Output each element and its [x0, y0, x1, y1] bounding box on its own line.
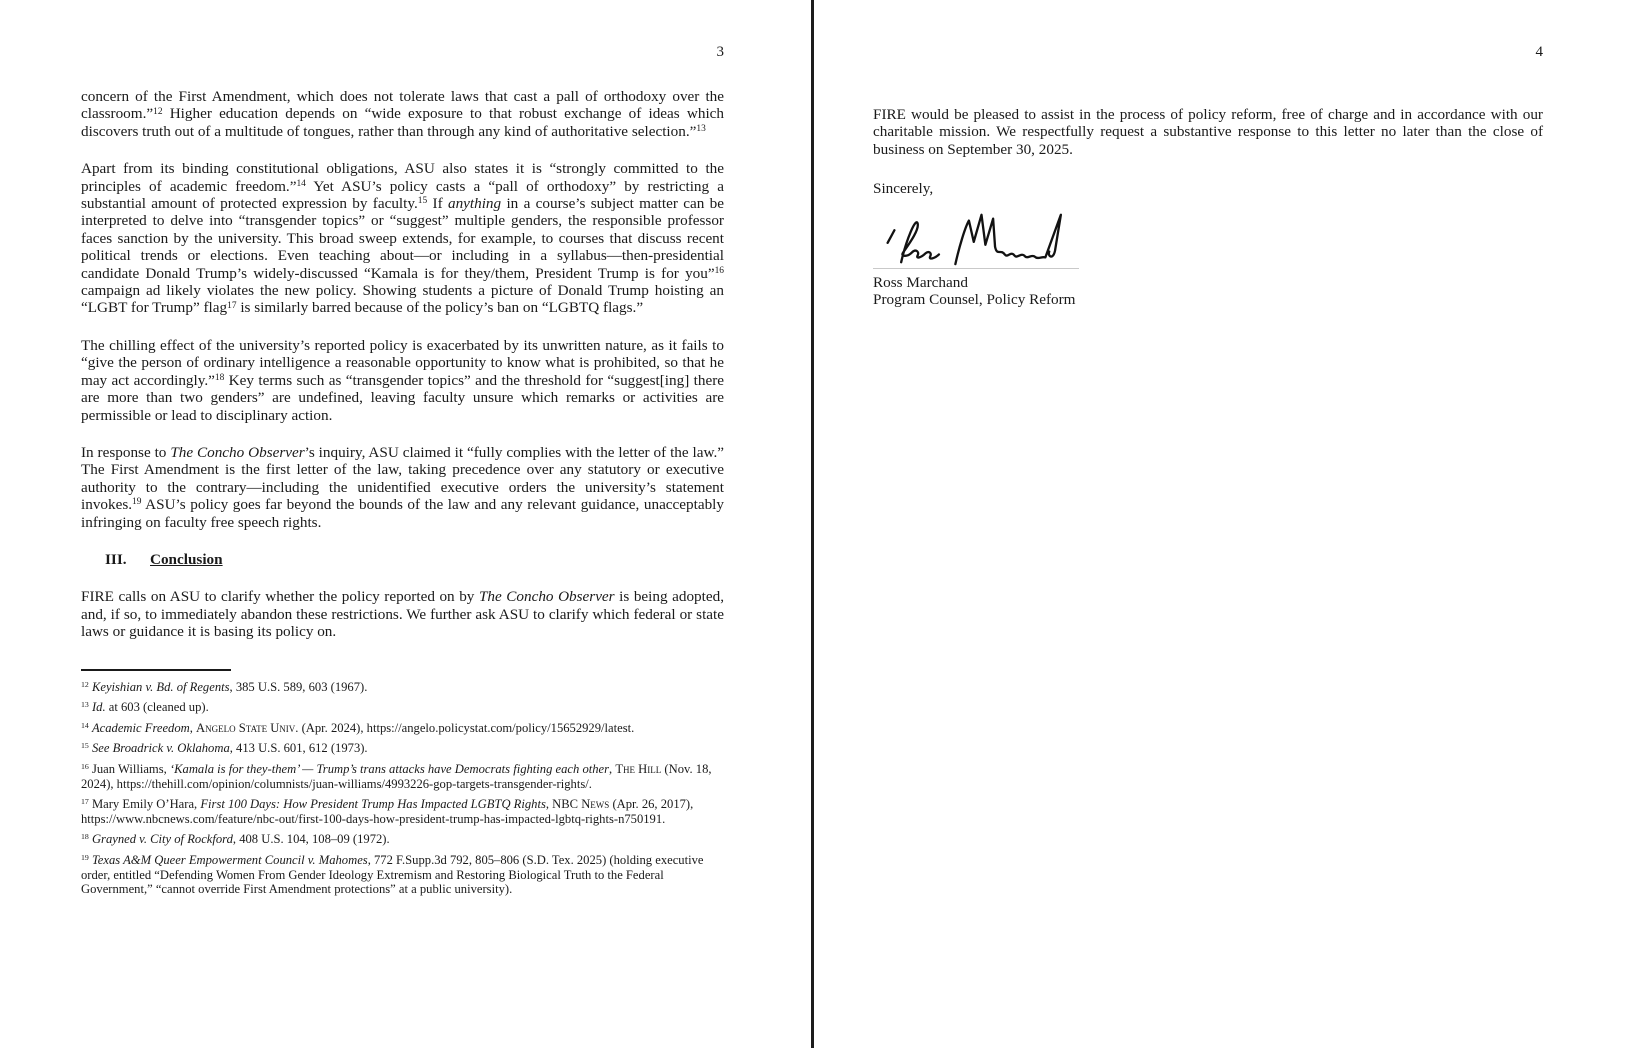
- page-4: [873, 0, 1543, 308]
- footnote: $^{13}$ Id. at 603 (cleaned up).: [81, 700, 209, 715]
- page-divider: [811, 0, 814, 1048]
- signature-title: Program Counsel, Policy Reform: [873, 291, 1076, 309]
- body-paragraph: Apart from its binding constitutional obligations, ASU also states it is “strongly committed to the principles of academic freedom.”$^{14}$ Yet ASU’s policy casts a “pall of orthodoxy” by restricting a substantial amount of protected expression by faculty.$^{15}$ If anything in a course’s subject matter can be interpreted to delve into “transgender topics” or “suggest” multiple genders, the responsible professor faces sanction by the university. This broad sweep extends, for example, to courses that discuss recent political trends or elections. Even teaching about—or including in a syllabus—then-presidential candidate Donald Trump’s widely-discussed “Kamala is for they/them, President Trump is for you”$^{16}$ campaign ad likely violates the new policy. Showing students a picture of Donald Trump hoisting an “LGBT for Trump” flag$^{17}$ is similarly barred because of the policy’s ban on “LGBTQ flags.”: [81, 160, 724, 317]
- heading-number: III.: [105, 550, 127, 568]
- body-paragraph: FIRE calls on ASU to clarify whether the policy reported on by The Concho Observer is being adopted, and, if so, to immediately abandon these restrictions. We further ask ASU to clarify which federal or state laws or guidance it is basing its policy on.: [81, 588, 724, 641]
- footnote: $^{14}$ Academic Freedom, Angelo State Univ. (Apr. 2024), https://angelo.policystat.com/policy/15652929/latest.: [81, 720, 635, 735]
- footnote: $^{15}$ See Broadrick v. Oklahoma, 413 U.S. 601, 612 (1973).: [81, 741, 368, 756]
- footnote: $^{19}$ Texas A&M Queer Empowerment Council v. Mahomes, 772 F.Supp.3d 792, 805–806 (S.D. Tex. 2025) (holding executive order, entitled “Defending Women From Gender Ideology Extremism and Restoring Biological Truth to the Federal Government,” “cannot override First Amendment protections” at a public university).: [81, 852, 704, 897]
- footnote-rule: [81, 669, 231, 671]
- footnote: $^{18}$ Grayned v. City of Rockford, 408 U.S. 104, 108–09 (1972).: [81, 832, 390, 847]
- page-number: 4: [1535, 44, 1543, 60]
- closing-salutation: Sincerely,: [873, 180, 934, 198]
- body-paragraph: The chilling effect of the university’s reported policy is exacerbated by its unwritten nature, as it fails to “give the person of ordinary intelligence a reasonable opportunity to know what is prohibited, so that he may act accordingly.”$^{18}$ Key terms such as “transgender topics” and the threshold for “suggest[ing] there are more than two genders” are undefined, leaving faculty unsure which remarks or activities are permissible or lead to disciplinary action.: [81, 336, 724, 424]
- footnote: $^{12}$ Keyishian v. Bd. of Regents, 385 U.S. 589, 603 (1967).: [81, 679, 368, 694]
- page-number: 3: [716, 44, 724, 60]
- signature-rule: [873, 268, 1079, 269]
- body-paragraph: In response to The Concho Observer’s inquiry, ASU claimed it “fully complies with the letter of the law.” The First Amendment is the first letter of the law, taking precedence over any statutory or executive authority to the contrary—including the unidentified executive orders the university’s statement invokes.$^{19}$ ASU’s policy goes far beyond the bounds of the law and any relevant guidance, unacceptably infringing on faculty free speech rights.: [81, 443, 725, 531]
- section-heading: [81, 551, 724, 568]
- heading-title: Conclusion: [150, 550, 223, 568]
- signature-image: [879, 208, 1084, 268]
- page-3: [81, 0, 724, 903]
- body-paragraph: FIRE would be pleased to assist in the process of policy reform, free of charge and in accordance with our charitable mission. We respectfully request a substantive response to this letter no later than the close of business on September 30, 2025.: [873, 106, 1543, 158]
- footnote: $^{16}$ Juan Williams, ‘Kamala is for they-them’ — Trump’s trans attacks have Democrats fighting each other, The Hill (Nov. 18, 2024), https://thehill.com/opinion/columnists/juan-williams/4993226-gop-targets-transgender-rights/.: [81, 761, 712, 791]
- body-paragraph: concern of the First Amendment, which does not tolerate laws that cast a pall of orthodoxy over the classroom.”$^{12}$ Higher education depends on “wide exposure to that robust exchange of ideas which discovers truth out of a multitude of tongues, rather than through any kind of authoritative selection.”$^{13}$: [81, 88, 724, 140]
- signature-name: Ross Marchand: [873, 273, 968, 291]
- footnote: $^{17}$ Mary Emily O’Hara, First 100 Days: How President Trump Has Impacted LGBTQ Rights, NBC News (Apr. 26, 2017), https://www.nbcnews.com/feature/nbc-out/first-100-days-how-president-trump-has-impacted-lgbtq-rights-n750191.: [81, 797, 694, 826]
